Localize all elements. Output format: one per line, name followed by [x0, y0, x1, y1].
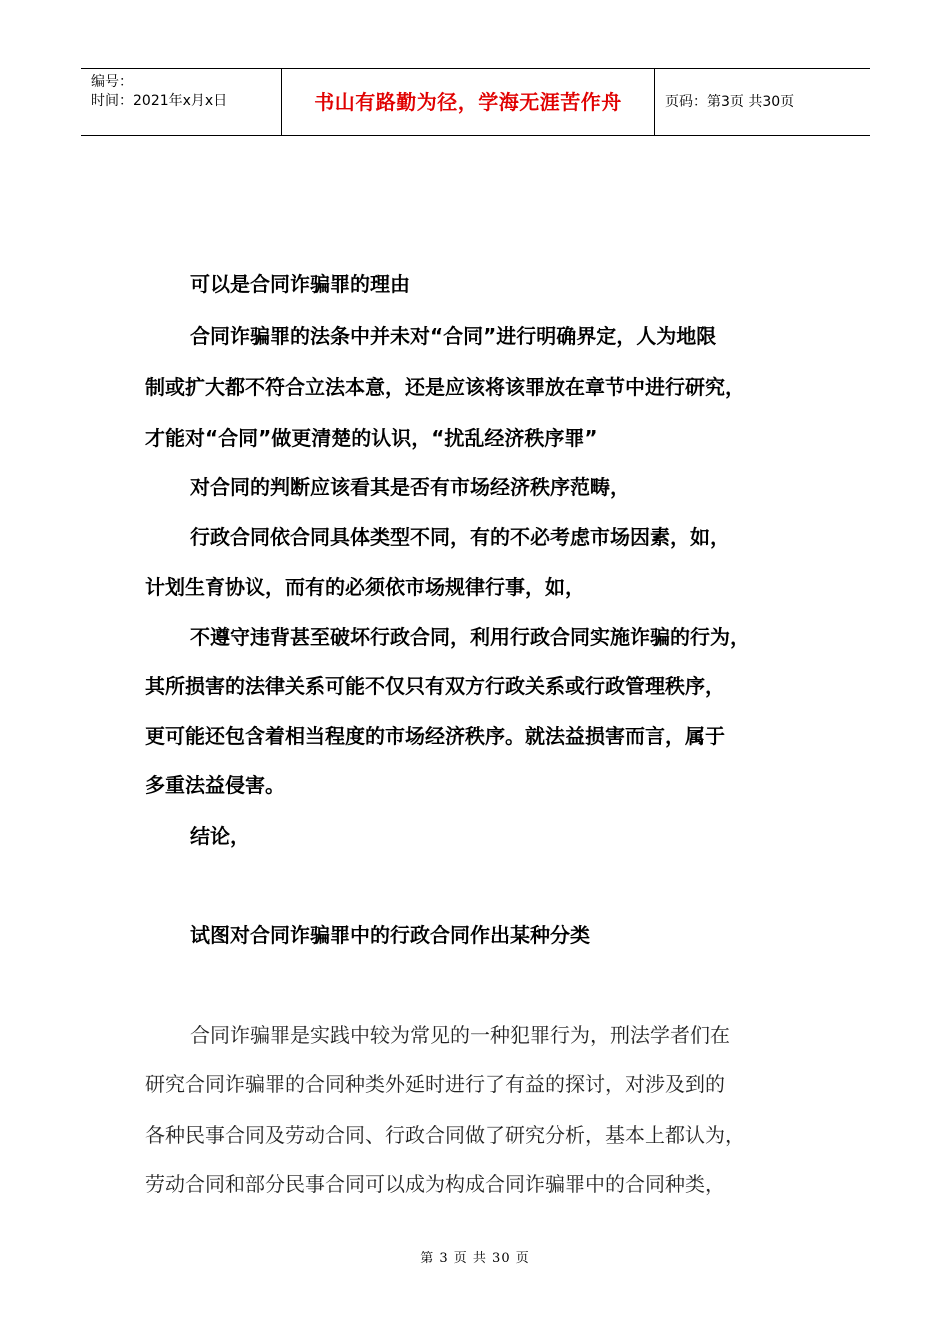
paragraph-line: 才能对“合同”做更清楚的认识，“扰乱经济秩序罪”: [145, 426, 598, 450]
paragraph-line: 不遵守违背甚至破坏行政合同，利用行政合同实施诈骗的行为，: [190, 625, 750, 649]
paragraph-line: 合同诈骗罪的法条中并未对“合同”进行明确界定，人为地限: [190, 324, 717, 348]
paragraph-line: 对合同的判断应该看其是否有市场经济秩序范畴，: [190, 475, 630, 499]
paragraph-line: 研究合同诈骗罪的合同种类外延时进行了有益的探讨，对涉及到的: [145, 1072, 725, 1096]
paragraph-line: 结论，: [190, 824, 250, 848]
paragraph-line: 合同诈骗罪是实践中较为常见的一种犯罪行为，刑法学者们在: [190, 1023, 730, 1047]
paragraph-line: 劳动合同和部分民事合同可以成为构成合同诈骗罪中的合同种类，: [145, 1172, 725, 1196]
page-footer: 第 3 页 共 30 页: [420, 1251, 530, 1266]
section-heading: 试图对合同诈骗罪中的行政合同作出某种分类: [190, 923, 590, 947]
header-page-info: 页码：第3页 共30页: [665, 94, 795, 110]
document-time-label: 时间：2021年x月x日: [91, 93, 228, 109]
header-meta-cell: [81, 69, 282, 135]
paragraph-line: 多重法益侵害。: [145, 773, 285, 797]
paragraph-line: 计划生育协议，而有的必须依市场规律行事，如，: [145, 575, 585, 599]
document-number-label: 编号：: [91, 74, 133, 90]
paragraph-line: 制或扩大都不符合立法本意，还是应该将该罪放在章节中进行研究，: [145, 375, 745, 399]
paragraph-line: 可以是合同诈骗罪的理由: [190, 272, 410, 296]
page-header: [81, 68, 870, 136]
paragraph-line: 其所损害的法律关系可能不仅只有双方行政关系或行政管理秩序，: [145, 674, 725, 698]
paragraph-line: 更可能还包含着相当程度的市场经济秩序。就法益损害而言，属于: [145, 724, 725, 748]
paragraph-line: 行政合同依合同具体类型不同，有的不必考虑市场因素，如，: [190, 525, 730, 549]
paragraph-line: 各种民事合同及劳动合同、行政合同做了研究分析，基本上都认为，: [145, 1123, 745, 1147]
header-motto: 书山有路勤为径，学海无涯苦作舟: [282, 69, 655, 135]
